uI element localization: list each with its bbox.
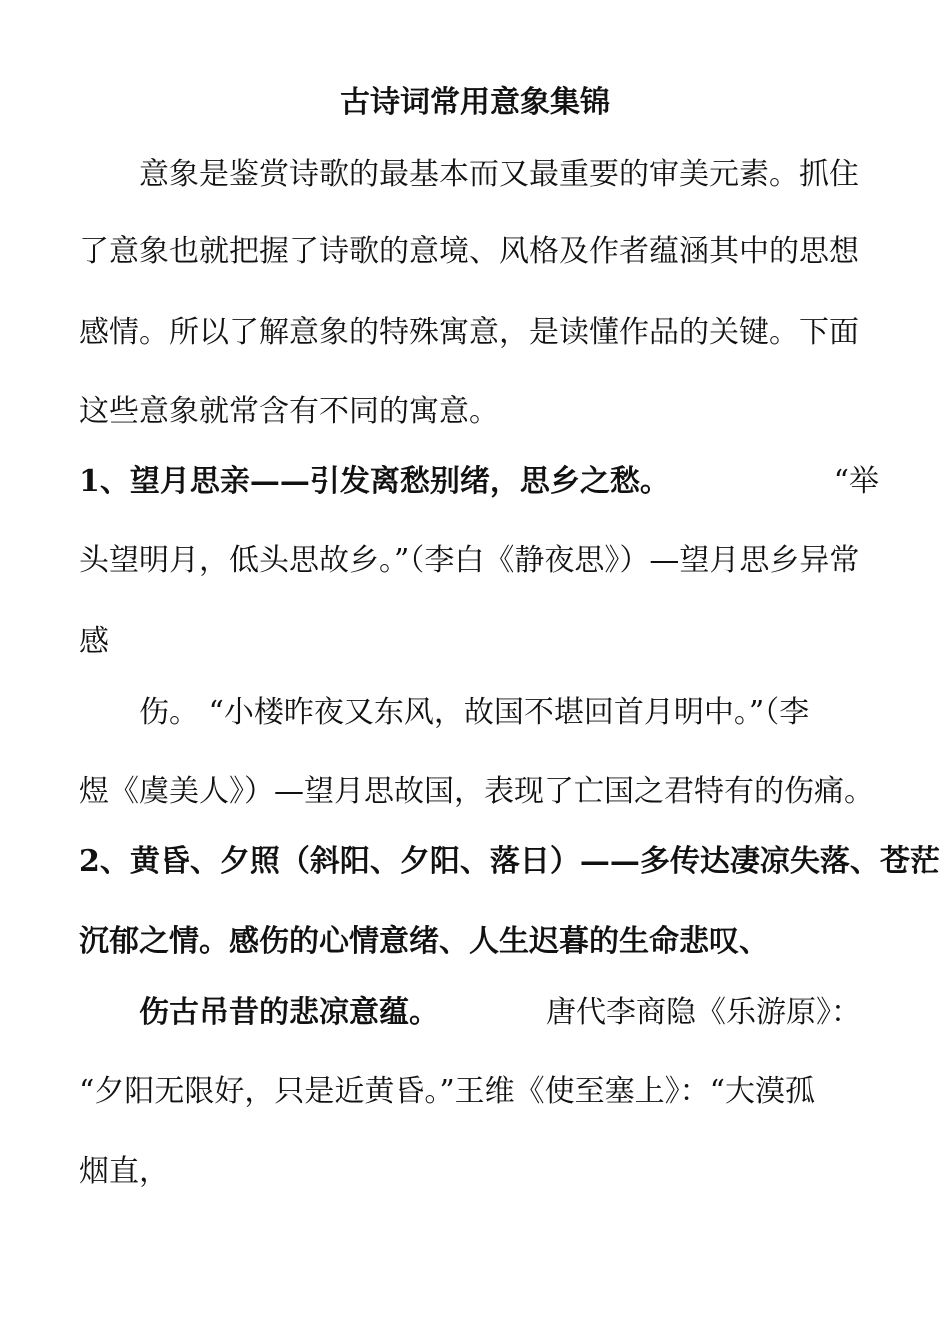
intro-line-3: 感情。所以了解意象的特殊寓意，是读懂作品的关键。下面 <box>79 315 859 350</box>
intro-line-4: 这些意象就常含有不同的寓意。 <box>79 394 499 429</box>
item1-line-3: 伤。 “小楼昨夜又东风，故国不堪回首月明中。”（李 <box>139 695 810 730</box>
item2-line-1: “夕阳无限好，只是近黄昏。”王维《使至塞上》：“大漠孤 <box>79 1074 816 1109</box>
intro-line-1: 意象是鉴赏诗歌的最基本而又最重要的审美元素。抓住 <box>139 157 859 192</box>
item2-heading-line-1: 2、黄昏、夕照（斜阳、夕阳、落日）——多传达凄凉失落、苍茫 <box>79 844 940 879</box>
item2-source-row <box>139 993 879 1033</box>
item1-quote-start: “举 <box>833 464 879 499</box>
item2-source: 唐代李商隐《乐游原》： <box>546 995 861 1030</box>
item1-line-1: 头望明月，低头思故乡。”（李白《静夜思》）—望月思乡异常 <box>79 543 860 578</box>
document-title: 古诗词常用意象集锦 <box>340 85 610 120</box>
item1-heading-row <box>79 462 879 502</box>
item1-heading: 1、望月思亲——引发离愁别绪，思乡之愁。 <box>79 464 670 499</box>
item2-heading-line-3: 伤古吊昔的悲凉意蕴。 <box>139 995 439 1030</box>
intro-line-2: 了意象也就把握了诗歌的意境、风格及作者蕴涵其中的思想 <box>79 234 859 269</box>
item1-line-4: 煜《虞美人》）—望月思故国，表现了亡国之君特有的伤痛。 <box>79 774 874 809</box>
item1-line-2: 感 <box>79 624 109 659</box>
item2-line-2: 烟直， <box>79 1154 169 1189</box>
item2-heading-line-2: 沉郁之情。感伤的心情意绪、人生迟暮的生命悲叹、 <box>79 924 769 959</box>
